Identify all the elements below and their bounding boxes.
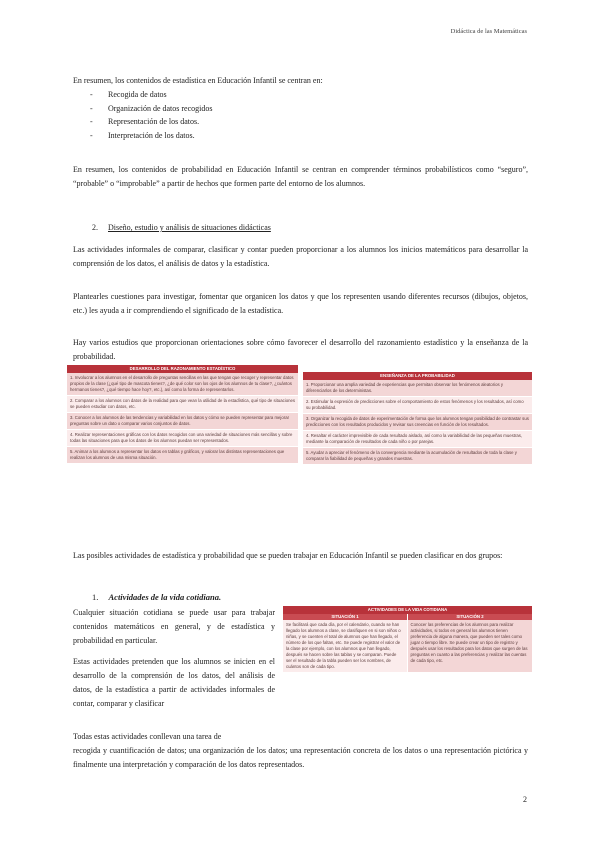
table-row: 4. Resaltar el carácter imprevisible de cada resultado aislado, así como la variabilidad de las pequeñas muestras, mediante la comparación de resultados de cada niño o por parejas. [303,431,532,448]
activities-paragraph: Las actividades informales de comparar, clasificar y contar pueden proporcionar a los alumnos los inicios matemáticos para desarrollar la comprensión de los datos, el análisis de datos y la estadística. [73,245,528,268]
stats-list [90,88,390,142]
table-row: 2. Estimular la expresión de predicciones sobre el comportamiento de estos fenómenos y los resultados, así como su probabilidad. [303,397,532,414]
table-row: 5. Ayudar a apreciar el fenómeno de la convergencia mediante la acumulación de resultados de toda la clase y comparar la fiabilidad de pequeñas y grandes muestras. [303,448,532,465]
table-row: 3. Conocer a los alumnos de las tendencias y variabilidad en los datos y cómo se pueden representar para mejorar preguntas sobre un dato o comparar varios conjuntos de datos. [67,413,298,430]
list-item: - Organización de datos recogidos [90,102,390,116]
column-header-situation-1: SITUACIÓN 1 [283,614,408,620]
table-row: 3. Organizar la recogida de datos de experimentación de forma que los alumnos tengan posibilidad de contrastar sus predicciones con los resultados producidos y revisar sus creencias en función de los resultados. [303,414,532,431]
table-row: 5. Animar a los alumnos a representar los datos en tablas y gráficos, y valorar las distintas representaciones que realizan los alumnos de una misma situación. [67,447,298,464]
questions-paragraph: Plantearles cuestiones para investigar, fomentar que organicen los datos y que los representen usando diferentes recursos (dibujos, objetos, etc.) les ayuda a ir comprendiendo el significado de la estadística. [73,292,528,315]
table-header: DESARROLLO DEL RAZONAMIENTO ESTADÍSTICO [67,365,298,373]
activity-heading [92,592,221,602]
activity-title: Actividades de la vida cotidiana. [108,592,222,602]
page-number: 2 [523,795,527,804]
list-item: - Interpretación de los datos. [90,129,390,143]
section-number: 2. [92,223,98,232]
table-row: 2. Comparar a los alumnos con datos de la realidad para que vean la utilidad de la estadística, qué tipo de situaciones se pueden estudiar con datos, etc. [67,396,298,413]
list-item: - Recogida de datos [90,88,390,102]
probability-table [303,372,532,465]
section-heading [92,223,271,232]
all-activities-start: Todas estas actividades conllevan una tarea de [73,732,222,741]
studies-paragraph: Hay varios estudios que proporcionan orientaciones sobre cómo favorecer el desarrollo del razonamiento estadístico y la enseñanza de la probabilidad. [73,338,528,361]
table-row: 1. Proporcionar una amplia variedad de experiencias que permitan observar los fenómenos aleatorios y diferenciarlos de los deterministas. [303,380,532,397]
statistics-table [67,365,298,464]
table-cell: Se facilitará que cada día, por el calendario, cuando se han llegado los alumnos a clase, se clasifiquen en si son niños o niñas, y se cuenten el total de alumnos que han llegado, el número de los que faltan, etc. Se puede registrar el valor de la clase por ejemplo, con los alumnos que han llegado, después se hacen sobre las tablas y se comparan. Puede ser el resultado de la tabla pueden ser los nombres, de cuántos son de cada tipo. [283,620,408,673]
possible-activities-paragraph: Las posibles actividades de estadística y probabilidad que se pueden trabajar en Educación Infantil se pueden clasificar en dos grupos: [73,551,503,560]
table-header: ACTIVIDADES DE LA VIDA COTIDIANA [283,606,532,614]
page-header: Didáctica de las Matemáticas [450,28,527,35]
list-item: - Representación de los datos. [90,115,390,129]
column-header-situation-2: SITUACIÓN 2 [408,614,532,620]
probability-paragraph: En resumen, los contenidos de probabilidad en Educación Infantil se centran en comprender términos probabilísticos como “seguro”, “probable” o “improbable” a partir de hechos que formen parte del entorno de los alumnos. [73,165,528,188]
table-header: ENSEÑANZA DE LA PROBABILIDAD [303,372,532,380]
aim-paragraph: Estas actividades pretenden que los alumnos se inicien en el desarrollo de la comprensión de los datos, del análisis de datos, de la estadística a partir de actividades informales de contar, comparar y clasificar [73,657,275,708]
all-activities-continuation: recogida y cuantificación de datos; una organización de los datos; una representación concreta de los datos o una representación pictórica y finalmente una interpretación y comparación de los datos representados. [73,746,528,769]
activity-number: 1. [92,592,99,602]
stats-intro: En resumen, los contenidos de estadística en Educación Infantil se centran en: [73,76,323,85]
table-row: 1. Involucrar a los alumnos en el desarrollo de preguntas sencillas en las que tengan que recoger y representar datos propios de la clase (¿qué tipo de mascota tienes?, ¿de qué color son los ojos de los alumnos de tu clase?, ¿cuántos hermanos tienes?, ¿qué tiempo hace hoy?, etc.), así como la forma de representarlos. [67,373,298,396]
table-row: 4. Realizar representaciones gráficas con los datos recogidos con una variedad de situaciones más sencillas y sobre todas las situaciones para que los datos de los alumnos puedan ser representados. [67,430,298,447]
daily-activities-table [283,606,532,673]
section-title: Diseño, estudio y análisis de situaciones didácticas [108,223,271,232]
table-cell: Conocer las preferencias de los alumnos para realizar actividades, si todos en general los alumnos tienen preferencia de alguna manera, que pueden ser tales como jugar o tiempo libre. Se puede crear un tipo de registro y después usar los resultados para los datos que surgen de las preguntas en cuanto a las preferencias y realizar las cuentas de cada tipo, etc. [408,620,533,673]
table-row [283,620,532,673]
daily-paragraph: Cualquier situación cotidiana se puede usar para trabajar contenidos matemáticos en general, y de estadística y probabilidad en particular. [73,608,275,645]
